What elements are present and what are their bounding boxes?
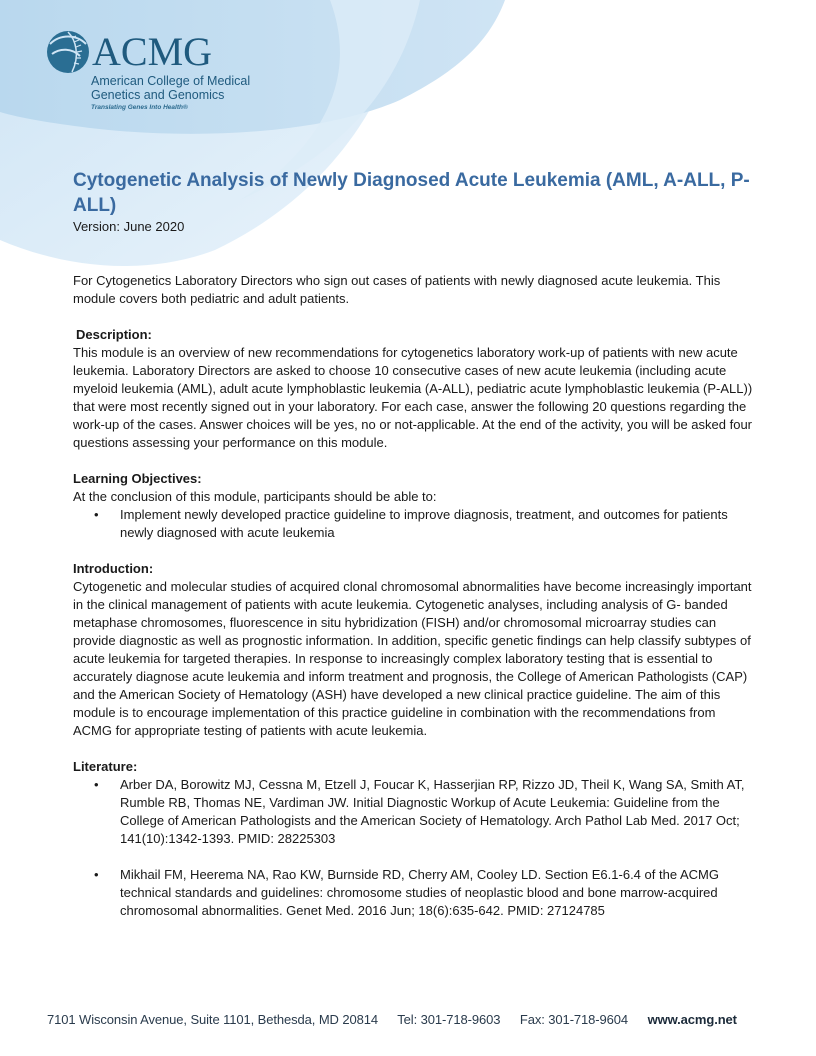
introduction-heading: Introduction: — [73, 561, 154, 576]
literature-section — [73, 758, 753, 920]
version-label: Version: June 2020 — [73, 219, 185, 234]
document-body — [73, 168, 753, 920]
document-title — [73, 168, 753, 218]
description-heading: Description: — [76, 327, 152, 342]
introduction-section — [73, 560, 753, 740]
logo-acronym: ACMG — [92, 29, 213, 74]
description-section — [73, 326, 753, 452]
document-title-line2: ALL) — [73, 195, 117, 216]
literature-item: • Mikhail FM, Heerema NA, Rao KW, Burnside RD, Cherry AM, Cooley LD. Section E6.1-6.4 of the ACMG technical standards and guidelines: chromosome studies of neoplastic blood and bone marrow-acquired chromosomal abnormalities. Genet Med. 2016 Jun; 18(6):635-642. PMID: 27124785 — [120, 866, 753, 920]
literature-list — [73, 776, 753, 920]
logo-org-name-line1: American College of Medical — [91, 74, 251, 88]
objectives-section — [73, 470, 753, 542]
dna-globe-icon — [46, 30, 90, 74]
logo-org-name-line2: Genetics and Genomics — [91, 88, 225, 102]
footer-contact — [47, 1012, 737, 1027]
document-title-line1: Cytogenetic Analysis of Newly Diagnosed Acute Leukemia (AML, A-ALL, P- — [73, 170, 750, 191]
literature-heading: Literature: — [73, 759, 138, 774]
objectives-heading: Learning Objectives: — [73, 471, 202, 486]
footer-tel: Tel: 301-718-9603 — [397, 1012, 501, 1027]
objectives-list — [73, 506, 753, 542]
literature-item: • Arber DA, Borowitz MJ, Cessna M, Etzell J, Foucar K, Hasserjian RP, Rizzo JD, Theil K, Wang SA, Smith AT, Rumble RB, Thomas NE, Vardiman JW. Initial Diagnostic Workup of Acute Leukemia: Guideline from the College of American Pathologists and the American Society of Hematology. Arch Pathol Lab Med. 2017 Oct; 141(10):1342-1393. PMID: 28225303 — [120, 776, 753, 848]
footer-address: 7101 Wisconsin Avenue, Suite 1101, Bethesda, MD 20814 — [47, 1012, 378, 1027]
objective-item: • Implement newly developed practice guideline to improve diagnosis, treatment, and outcomes for patients newly diagnosed with acute leukemia — [120, 506, 753, 542]
introduction-body: Cytogenetic and molecular studies of acquired clonal chromosomal abnormalities have become increasingly important in the clinical management of patients with acute leukemia. Cytogenetic analyses, including analysis of G- banded metaphase chromosomes, fluorescence in situ hybridization (FISH) and/or chromosomal microarray studies can provide diagnostic as well as prognostic information. In addition, specific genetic findings can help classify subtypes of acute leukemia for targeted therapies. In response to increasingly complex laboratory testing that is essential to accurately diagnose acute leukemia and inform treatment and prognosis, the College of American Pathologists (CAP) and the American Society of Hematology (ASH) have developed a new clinical practice guideline. The aim of this module is to encourage implementation of this practice guideline in combination with the recommendations from ACMG for appropriate testing of patients with acute leukemia. — [73, 579, 752, 738]
footer-website-link[interactable]: www.acmg.net — [647, 1012, 737, 1027]
objectives-lead: At the conclusion of this module, participants should be able to: — [73, 489, 437, 504]
footer-fax: Fax: 301-718-9604 — [519, 1012, 629, 1027]
audience-paragraph: For Cytogenetics Laboratory Directors who sign out cases of patients with newly diagnosed acute leukemia. This module covers both pediatric and adult patients. — [73, 273, 721, 306]
logo-tagline: Translating Genes Into Health® — [91, 104, 188, 111]
description-body: This module is an overview of new recommendations for cytogenetics laboratory work-up of patients with new acute leukemia. Laboratory Directors are asked to choose 10 consecutive cases of new acute leukemia (including acute myeloid leukemia (AML), adult acute lymphoblastic leukemia (A-ALL), pediatric acute lymphoblastic leukemia (P-ALL)) that were most recently signed out in your laboratory. For each case, answer the following 20 questions regarding the work-up of the cases. Answer choices will be yes, no or not-applicable. At the end of the activity, you will be asked four questions assessing your performance on this module. — [73, 345, 753, 450]
acmg-logo — [46, 30, 250, 111]
